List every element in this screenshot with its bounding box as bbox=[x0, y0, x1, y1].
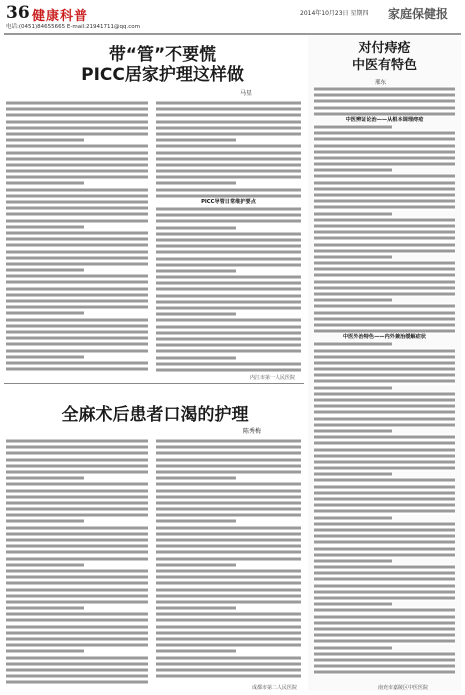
text-line bbox=[156, 367, 301, 373]
article-divider bbox=[4, 383, 304, 384]
issue-date: 2014年10月23日 星期四 bbox=[300, 10, 369, 17]
page-number: 36 bbox=[6, 3, 30, 23]
text-line bbox=[6, 366, 148, 372]
article2-column-1 bbox=[6, 438, 148, 688]
article1-credit: 内江市第一人民医院 bbox=[250, 375, 296, 381]
section-title: 健康科普 bbox=[32, 9, 89, 24]
header-divider bbox=[4, 33, 461, 35]
section-subheading: PICC导管日常维护要点 bbox=[201, 199, 256, 205]
article3-byline: 邢东 bbox=[375, 80, 387, 86]
text-line bbox=[156, 673, 301, 679]
text-line bbox=[314, 669, 455, 675]
page-header bbox=[0, 0, 465, 36]
article3-column bbox=[314, 86, 455, 682]
article3-credit: 南充市嘉陵区中医医院 bbox=[378, 685, 429, 691]
contact-info: 电话:(0451)84655665 E-mail:21941711@qq.com bbox=[6, 24, 140, 30]
section-subheading: 中医外治特色——内外兼治缓解症状 bbox=[342, 334, 426, 341]
article1-title: 带“管”不要慌 PICC居家护理这样做 bbox=[81, 45, 244, 85]
article1-column-2 bbox=[156, 100, 301, 375]
article1-byline: 马星 bbox=[240, 90, 253, 97]
article2-byline: 陈秀梅 bbox=[243, 428, 262, 435]
article2-column-2 bbox=[156, 438, 301, 683]
text-line bbox=[6, 679, 148, 685]
article1-column-1 bbox=[6, 100, 148, 375]
article2-credit: 成都市第二人民医院 bbox=[252, 685, 298, 691]
newspaper-name: 家庭保健报 bbox=[388, 7, 449, 21]
section-subheading: 中医辨证论治——从根本调理痔疮 bbox=[345, 116, 424, 123]
article3-title: 对付痔疮 中医有特色 bbox=[351, 41, 417, 73]
article2-title: 全麻术后患者口渴的护理 bbox=[61, 405, 249, 425]
